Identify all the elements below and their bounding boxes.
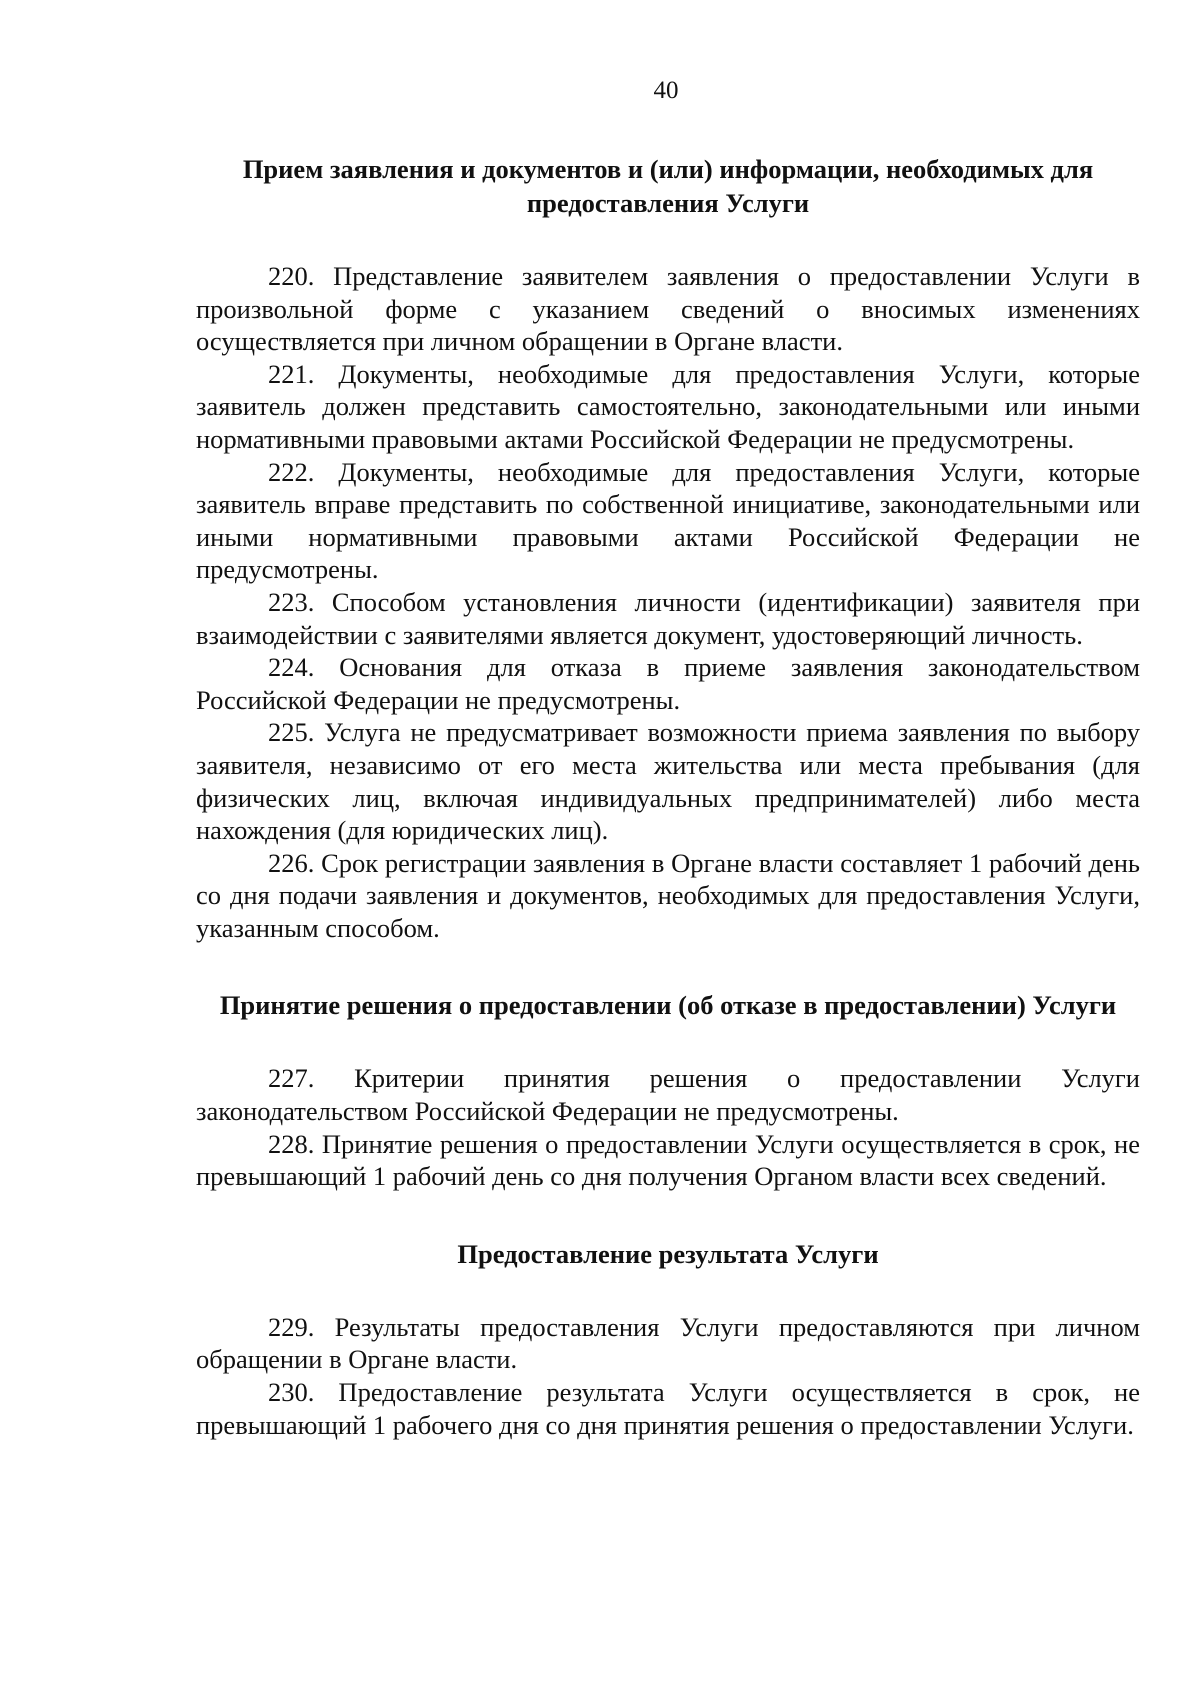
section-heading: Принятие решения о предоставлении (об отказе в предоставлении) Услуги xyxy=(219,990,1117,1021)
paragraph-224: 224. Основания для отказа в приеме заявления законодательством Российской Федерации не предусмотрены. xyxy=(196,652,1140,715)
section-result-delivery xyxy=(196,1237,1140,1441)
section-application-acceptance xyxy=(196,152,1140,944)
paragraph-226: 226. Срок регистрации заявления в Органе власти составляет 1 рабочий день со дня подачи заявления и документов, необходимых для предоставления Услуги, указанным способом. xyxy=(196,847,1140,943)
section-heading: Прием заявления и документов и (или) информации, необходимых для предоставления Услуги xyxy=(242,154,1094,218)
paragraph-223: 223. Способом установления личности (идентификации) заявителя при взаимодействии с заявителями является документ, удостоверяющий личность. xyxy=(196,586,1140,650)
paragraph-220: 220. Представление заявителем заявления о предоставлении Услуги в произвольной форме с указанием сведений о вносимых изменениях осуществляется при личном обращении в Органе власти. xyxy=(196,261,1140,357)
paragraph-221: 221. Документы, необходимые для предоставления Услуги, которые заявитель должен представить самостоятельно, законодательными или иными нормативными правовыми актами Российской Федерации не предусмотрены. xyxy=(196,358,1140,454)
paragraph-229: 229. Результаты предоставления Услуги предоставляются при личном обращении в Органе власти. xyxy=(196,1311,1140,1375)
paragraph-222: 222. Документы, необходимые для предоставления Услуги, которые заявитель вправе представить по собственной инициативе, законодательными или иными нормативными правовыми актами Российской Федерации не предусмотрены. xyxy=(196,456,1140,585)
paragraph-227: 227. Критерии принятия решения о предоставлении Услуги законодательством Российской Федерации не предусмотрены. xyxy=(196,1063,1140,1127)
paragraph-228: 228. Принятие решения о предоставлении Услуги осуществляется в срок, не превышающий 1 рабочий день со дня получения Органом власти всех сведений. xyxy=(196,1128,1140,1192)
page-number: 40 xyxy=(653,77,679,104)
paragraph-230: 230. Предоставление результата Услуги осуществляется в срок, не превышающий 1 рабочего дня со дня принятия решения о предоставлении Услуги. xyxy=(196,1377,1140,1440)
section-heading: Предоставление результата Услуги xyxy=(457,1238,879,1269)
document-body xyxy=(196,152,1140,1441)
section-decision xyxy=(196,988,1140,1192)
paragraph-225: 225. Услуга не предусматривает возможности приема заявления по выбору заявителя, независимо от его места жительства или места пребывания (для физических лиц, включая индивидуальных предпринимателей) либо места нахождения (для юридических лиц). xyxy=(196,717,1140,846)
